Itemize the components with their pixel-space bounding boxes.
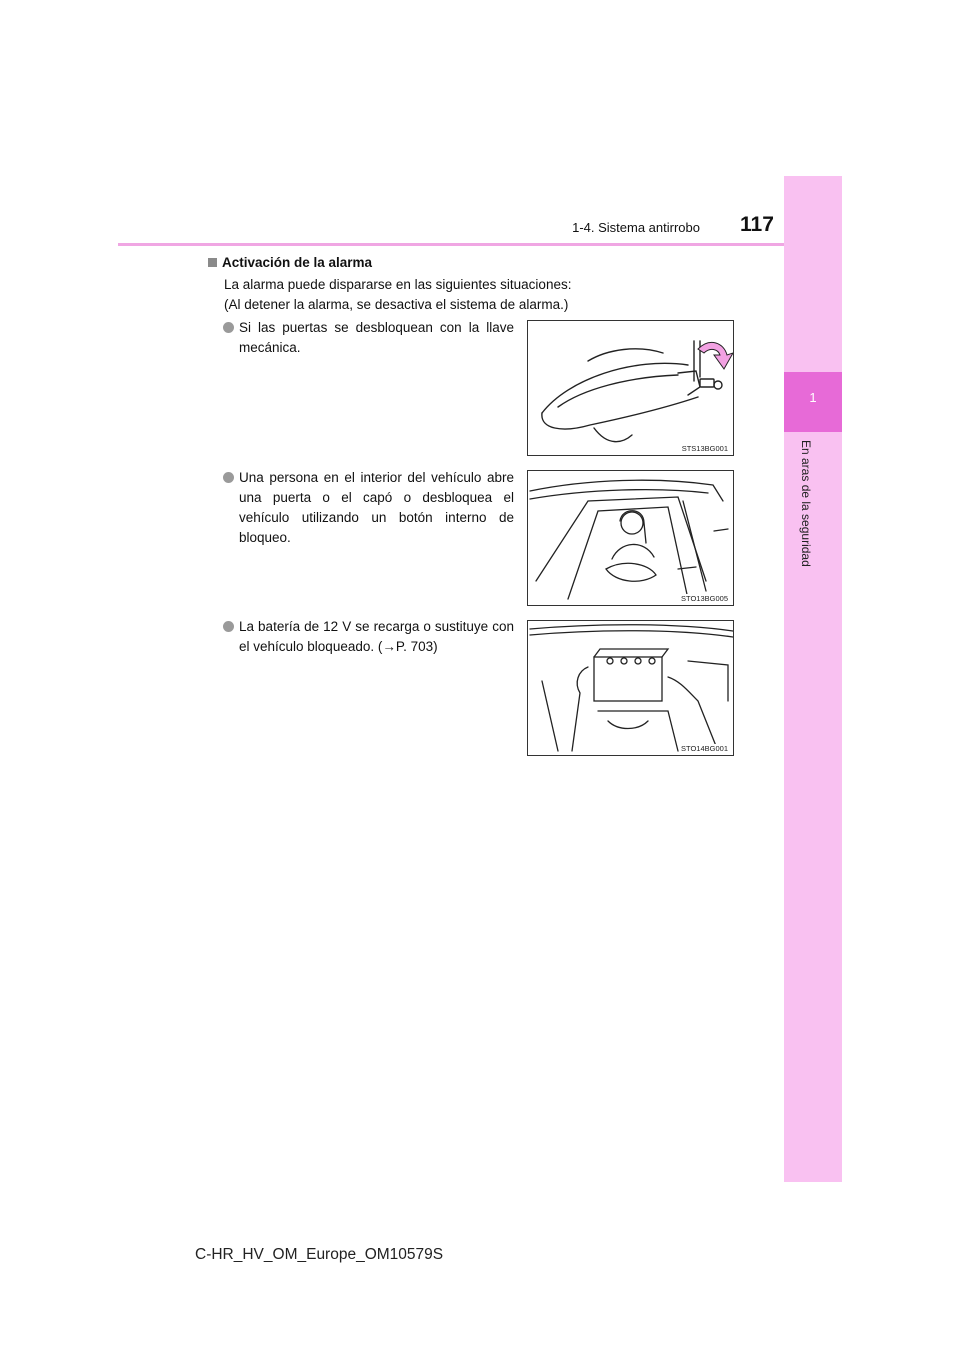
figure-door-handle-key [527, 320, 734, 456]
list-item-text: Si las puertas se desbloquean con la llave mecánica. [239, 320, 514, 355]
section-heading-text: Activación de la alarma [222, 255, 373, 270]
figure-code: STO14BG001 [681, 744, 728, 753]
door-handle-illustration [528, 321, 733, 455]
list-item-text: Una persona en el interior del vehículo abre una puerta o el capó o desbloquea el vehículo utilizando un botón interno de bloqueo. [239, 470, 514, 545]
chapter-title: En aras de la seguridad [799, 440, 813, 567]
intro-line-1: La alarma puede dispararse en las siguientes situaciones: [224, 277, 572, 292]
circle-bullet-icon [223, 472, 234, 483]
section-title: 1-4. Sistema antirrobo [572, 220, 700, 235]
list-item [224, 318, 514, 358]
chapter-number: 1 [809, 390, 817, 405]
car-interior-illustration [528, 471, 733, 605]
list-item-text: La batería de 12 V se recarga o sustituye con el vehículo bloqueado. (→P. 703) [239, 619, 514, 654]
document-id: C-HR_HV_OM_Europe_OM10579S [195, 1246, 444, 1263]
figure-code: STO13BG005 [681, 594, 728, 603]
circle-bullet-icon [223, 621, 234, 632]
figure-code: STS13BG001 [681, 444, 728, 453]
circle-bullet-icon [223, 322, 234, 333]
chapter-side-band [784, 176, 842, 1182]
section-heading [208, 255, 372, 270]
list-item [224, 617, 514, 657]
square-bullet-icon [208, 258, 217, 267]
header-rule [118, 243, 784, 246]
page-number: 117 [740, 213, 774, 236]
intro-line-2: (Al detener la alarma, se desactiva el sistema de alarma.) [224, 297, 569, 312]
list-item [224, 468, 514, 548]
battery-illustration [528, 621, 733, 755]
figure-battery-replacement [527, 620, 734, 756]
figure-person-in-car [527, 470, 734, 606]
